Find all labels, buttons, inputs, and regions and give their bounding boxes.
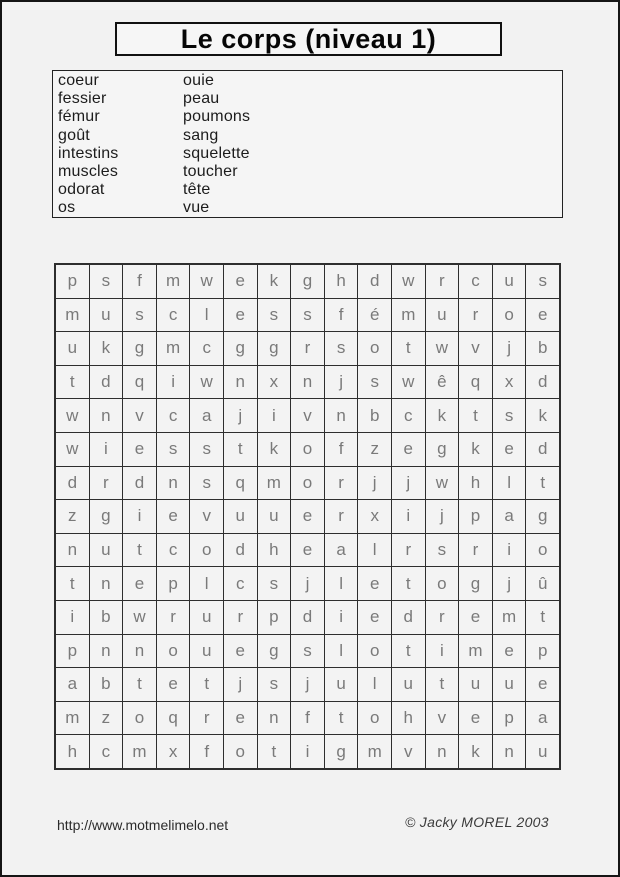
grid-cell: b xyxy=(358,399,391,432)
grid-cell: n xyxy=(224,366,257,399)
grid-cell: d xyxy=(526,366,559,399)
grid-cell: v xyxy=(426,702,459,735)
grid-cell: m xyxy=(258,467,291,500)
grid-cell: u xyxy=(56,332,89,365)
grid-cell: x xyxy=(493,366,526,399)
grid-cell: n xyxy=(426,735,459,768)
grid-cell: g xyxy=(291,265,324,298)
grid-cell: x xyxy=(157,735,190,768)
grid-cell: s xyxy=(526,265,559,298)
word-list-box xyxy=(52,70,563,218)
grid-cell: e xyxy=(123,433,156,466)
grid-cell: i xyxy=(426,635,459,668)
grid-cell: l xyxy=(493,467,526,500)
grid-cell: r xyxy=(325,467,358,500)
grid-cell: o xyxy=(157,635,190,668)
grid-cell: o xyxy=(358,635,391,668)
grid-cell: s xyxy=(90,265,123,298)
footer-copyright: © Jacky MOREL 2003 xyxy=(405,814,549,830)
grid-cell: i xyxy=(90,433,123,466)
word-list-item: odorat xyxy=(58,181,105,199)
grid-cell: n xyxy=(325,399,358,432)
grid-cell: i xyxy=(493,534,526,567)
grid-cell: f xyxy=(291,702,324,735)
grid-cell: b xyxy=(526,332,559,365)
grid-cell: u xyxy=(493,668,526,701)
grid-cell: i xyxy=(325,601,358,634)
grid-cell: s xyxy=(291,299,324,332)
grid-cell: o xyxy=(291,433,324,466)
grid-cell: n xyxy=(123,635,156,668)
grid-cell: k xyxy=(258,265,291,298)
grid-cell: r xyxy=(426,265,459,298)
word-list-item: squelette xyxy=(183,144,250,162)
grid-cell: s xyxy=(123,299,156,332)
grid-cell: w xyxy=(190,265,223,298)
grid-cell: p xyxy=(258,601,291,634)
grid-cell: s xyxy=(258,299,291,332)
grid-cell: k xyxy=(90,332,123,365)
grid-cell: c xyxy=(459,265,492,298)
grid-cell: n xyxy=(90,635,123,668)
grid-cell: l xyxy=(358,534,391,567)
grid-cell: c xyxy=(90,735,123,768)
grid-cell: e xyxy=(224,702,257,735)
grid-cell: r xyxy=(291,332,324,365)
grid-cell: s xyxy=(258,668,291,701)
grid-cell: z xyxy=(90,702,123,735)
grid-cell: r xyxy=(325,500,358,533)
word-list-item: intestins xyxy=(58,144,119,162)
grid-cell: s xyxy=(291,635,324,668)
grid-cell: l xyxy=(358,668,391,701)
grid-cell: w xyxy=(56,399,89,432)
grid-cell: a xyxy=(493,500,526,533)
grid-cell: i xyxy=(291,735,324,768)
grid-cell: i xyxy=(123,500,156,533)
grid-cell: t xyxy=(123,534,156,567)
grid-cell: t xyxy=(526,601,559,634)
grid-cell: i xyxy=(392,500,425,533)
grid-cell: o xyxy=(291,467,324,500)
grid-cell: h xyxy=(392,702,425,735)
word-list-item: muscles xyxy=(58,163,119,181)
grid-cell: w xyxy=(190,366,223,399)
word-list-item: poumons xyxy=(183,108,251,126)
grid-cell: n xyxy=(291,366,324,399)
title-box xyxy=(115,22,502,56)
grid-cell: k xyxy=(258,433,291,466)
grid-cell: g xyxy=(123,332,156,365)
grid-cell: s xyxy=(190,433,223,466)
grid-cell: v xyxy=(392,735,425,768)
grid-cell: t xyxy=(392,635,425,668)
word-list-item: os xyxy=(58,199,76,217)
grid-cell: s xyxy=(426,534,459,567)
grid-cell: l xyxy=(190,567,223,600)
grid-cell: s xyxy=(325,332,358,365)
grid-cell: j xyxy=(224,668,257,701)
grid-cell: t xyxy=(526,467,559,500)
word-list-column-2 xyxy=(183,72,250,218)
grid-cell: t xyxy=(392,567,425,600)
grid-cell: u xyxy=(190,601,223,634)
grid-cell: n xyxy=(90,399,123,432)
grid-cell: k xyxy=(459,735,492,768)
grid-cell: d xyxy=(123,467,156,500)
grid-cell: e xyxy=(123,567,156,600)
grid-cell: o xyxy=(526,534,559,567)
grid-cell: e xyxy=(291,500,324,533)
grid-cell: p xyxy=(459,500,492,533)
grid-cell: g xyxy=(426,433,459,466)
grid-cell: p xyxy=(526,635,559,668)
grid-cell: h xyxy=(258,534,291,567)
grid-cell: u xyxy=(224,500,257,533)
grid-cell: v xyxy=(459,332,492,365)
grid-cell: u xyxy=(526,735,559,768)
grid-cell: o xyxy=(224,735,257,768)
grid-cell: c xyxy=(157,399,190,432)
grid-cell: p xyxy=(157,567,190,600)
grid-cell: p xyxy=(56,635,89,668)
grid-cell: p xyxy=(56,265,89,298)
grid-cell: j xyxy=(392,467,425,500)
grid-cell: j xyxy=(291,567,324,600)
grid-cell: b xyxy=(90,601,123,634)
grid-cell: e xyxy=(526,668,559,701)
grid-cell: t xyxy=(392,332,425,365)
word-list-item: ouie xyxy=(183,72,215,89)
grid-cell: o xyxy=(426,567,459,600)
grid-cell: s xyxy=(493,399,526,432)
grid-cell: w xyxy=(392,366,425,399)
grid-cell: h xyxy=(459,467,492,500)
grid-cell: w xyxy=(426,332,459,365)
grid-cell: t xyxy=(190,668,223,701)
grid-cell: m xyxy=(56,702,89,735)
grid-cell: d xyxy=(358,265,391,298)
grid-cell: r xyxy=(157,601,190,634)
grid-cell: f xyxy=(325,299,358,332)
grid-cell: e xyxy=(224,265,257,298)
grid-cell: u xyxy=(325,668,358,701)
grid-cell: n xyxy=(157,467,190,500)
word-list-item: fessier xyxy=(58,90,107,108)
grid-cell: r xyxy=(90,467,123,500)
grid-cell: v xyxy=(190,500,223,533)
grid-cell: a xyxy=(526,702,559,735)
grid-cell: e xyxy=(358,601,391,634)
grid-cell: u xyxy=(190,635,223,668)
grid-cell: j xyxy=(325,366,358,399)
grid-cell: t xyxy=(123,668,156,701)
grid-cell: m xyxy=(157,265,190,298)
grid-cell: g xyxy=(526,500,559,533)
grid-cell: r xyxy=(459,299,492,332)
puzzle-grid xyxy=(54,263,561,770)
word-list-column-1 xyxy=(58,72,119,218)
grid-cell: p xyxy=(493,702,526,735)
grid-cell: i xyxy=(258,399,291,432)
grid-cell: r xyxy=(224,601,257,634)
grid-cell: û xyxy=(526,567,559,600)
grid-cell: g xyxy=(258,635,291,668)
word-list-item: vue xyxy=(183,199,210,217)
grid-cell: c xyxy=(392,399,425,432)
grid-cell: i xyxy=(56,601,89,634)
grid-cell: b xyxy=(90,668,123,701)
grid-cell: o xyxy=(493,299,526,332)
grid-cell: ê xyxy=(426,366,459,399)
grid-cell: q xyxy=(459,366,492,399)
grid-cell: d xyxy=(392,601,425,634)
grid-cell: m xyxy=(392,299,425,332)
grid-cell: m xyxy=(157,332,190,365)
footer-url[interactable]: http://www.motmelimelo.net xyxy=(57,817,229,833)
grid-cell: u xyxy=(90,299,123,332)
word-list-item: coeur xyxy=(58,72,100,89)
grid-cell: c xyxy=(157,534,190,567)
grid-cell: c xyxy=(190,332,223,365)
grid-cell: n xyxy=(90,567,123,600)
word-list-item: toucher xyxy=(183,163,238,181)
grid-cell: e xyxy=(493,635,526,668)
grid-cell: d xyxy=(56,467,89,500)
grid-cell: v xyxy=(291,399,324,432)
grid-cell: e xyxy=(157,500,190,533)
grid-cell: v xyxy=(123,399,156,432)
grid-cell: s xyxy=(157,433,190,466)
grid-cell: u xyxy=(459,668,492,701)
grid-cell: t xyxy=(258,735,291,768)
word-list-item: goût xyxy=(58,126,90,144)
grid-cell: d xyxy=(224,534,257,567)
grid-cell: e xyxy=(459,702,492,735)
grid-cell: n xyxy=(493,735,526,768)
grid-cell: é xyxy=(358,299,391,332)
grid-cell: o xyxy=(190,534,223,567)
grid-cell: x xyxy=(258,366,291,399)
grid-cell: e xyxy=(392,433,425,466)
grid-cell: e xyxy=(291,534,324,567)
grid-cell: g xyxy=(90,500,123,533)
word-list-item: fémur xyxy=(58,108,100,126)
word-list-item: tête xyxy=(183,181,211,199)
grid-cell: g xyxy=(459,567,492,600)
grid-cell: e xyxy=(224,635,257,668)
grid-cell: e xyxy=(526,299,559,332)
grid-cell: e xyxy=(358,567,391,600)
grid-cell: l xyxy=(325,635,358,668)
grid-cell: e xyxy=(493,433,526,466)
grid-cell: j xyxy=(493,332,526,365)
grid-cell: d xyxy=(90,366,123,399)
grid-cell: r xyxy=(459,534,492,567)
grid-cell: t xyxy=(56,567,89,600)
grid-cell: j xyxy=(426,500,459,533)
grid-cell: e xyxy=(459,601,492,634)
grid-cell: s xyxy=(190,467,223,500)
grid-cell: m xyxy=(459,635,492,668)
grid-cell: f xyxy=(123,265,156,298)
grid-cell: h xyxy=(325,265,358,298)
grid-cell: o xyxy=(123,702,156,735)
grid-cell: q xyxy=(157,702,190,735)
grid-cell: o xyxy=(358,332,391,365)
grid-cell: u xyxy=(90,534,123,567)
grid-cell: e xyxy=(157,668,190,701)
grid-cell: k xyxy=(426,399,459,432)
grid-cell: i xyxy=(157,366,190,399)
grid-cell: r xyxy=(392,534,425,567)
grid-cell: l xyxy=(325,567,358,600)
grid-cell: j xyxy=(493,567,526,600)
grid-cell: n xyxy=(56,534,89,567)
word-list-item: sang xyxy=(183,126,219,144)
grid-cell: w xyxy=(426,467,459,500)
grid-cell: f xyxy=(325,433,358,466)
grid-cell: r xyxy=(190,702,223,735)
grid-cell: c xyxy=(224,567,257,600)
grid-cell: f xyxy=(190,735,223,768)
grid-cell: m xyxy=(123,735,156,768)
grid-cell: g xyxy=(258,332,291,365)
grid-cell: u xyxy=(426,299,459,332)
grid-cell: r xyxy=(426,601,459,634)
grid-cell: w xyxy=(56,433,89,466)
grid-cell: j xyxy=(358,467,391,500)
grid-cell: m xyxy=(56,299,89,332)
grid-cell: z xyxy=(358,433,391,466)
grid-cell: q xyxy=(224,467,257,500)
grid-cell: t xyxy=(426,668,459,701)
grid-cell: w xyxy=(392,265,425,298)
grid-cell: j xyxy=(224,399,257,432)
grid-cell: d xyxy=(526,433,559,466)
grid-cell: m xyxy=(493,601,526,634)
grid-cell: a xyxy=(325,534,358,567)
grid-cell: l xyxy=(190,299,223,332)
grid-cell: u xyxy=(258,500,291,533)
grid-cell: a xyxy=(190,399,223,432)
grid-cell: h xyxy=(56,735,89,768)
grid-cell: g xyxy=(325,735,358,768)
grid-cell: q xyxy=(123,366,156,399)
grid-cell: j xyxy=(291,668,324,701)
grid-cell: o xyxy=(358,702,391,735)
grid-cell: w xyxy=(123,601,156,634)
grid-cell: t xyxy=(459,399,492,432)
grid-cell: k xyxy=(459,433,492,466)
grid-cell: a xyxy=(56,668,89,701)
grid-cell: x xyxy=(358,500,391,533)
word-list-item: peau xyxy=(183,90,220,108)
grid-cell: d xyxy=(291,601,324,634)
grid-cell: k xyxy=(526,399,559,432)
grid-cell: g xyxy=(224,332,257,365)
grid-cell: z xyxy=(56,500,89,533)
grid-cell: t xyxy=(325,702,358,735)
grid-cell: u xyxy=(392,668,425,701)
grid-cell: c xyxy=(157,299,190,332)
grid-cell: u xyxy=(493,265,526,298)
grid-cell: s xyxy=(258,567,291,600)
grid-cell: n xyxy=(258,702,291,735)
grid-cell: t xyxy=(56,366,89,399)
grid-cell: m xyxy=(358,735,391,768)
grid-cell: s xyxy=(358,366,391,399)
page-title: Le corps (niveau 1) xyxy=(180,23,437,54)
grid-cell: t xyxy=(224,433,257,466)
grid-cell: e xyxy=(224,299,257,332)
